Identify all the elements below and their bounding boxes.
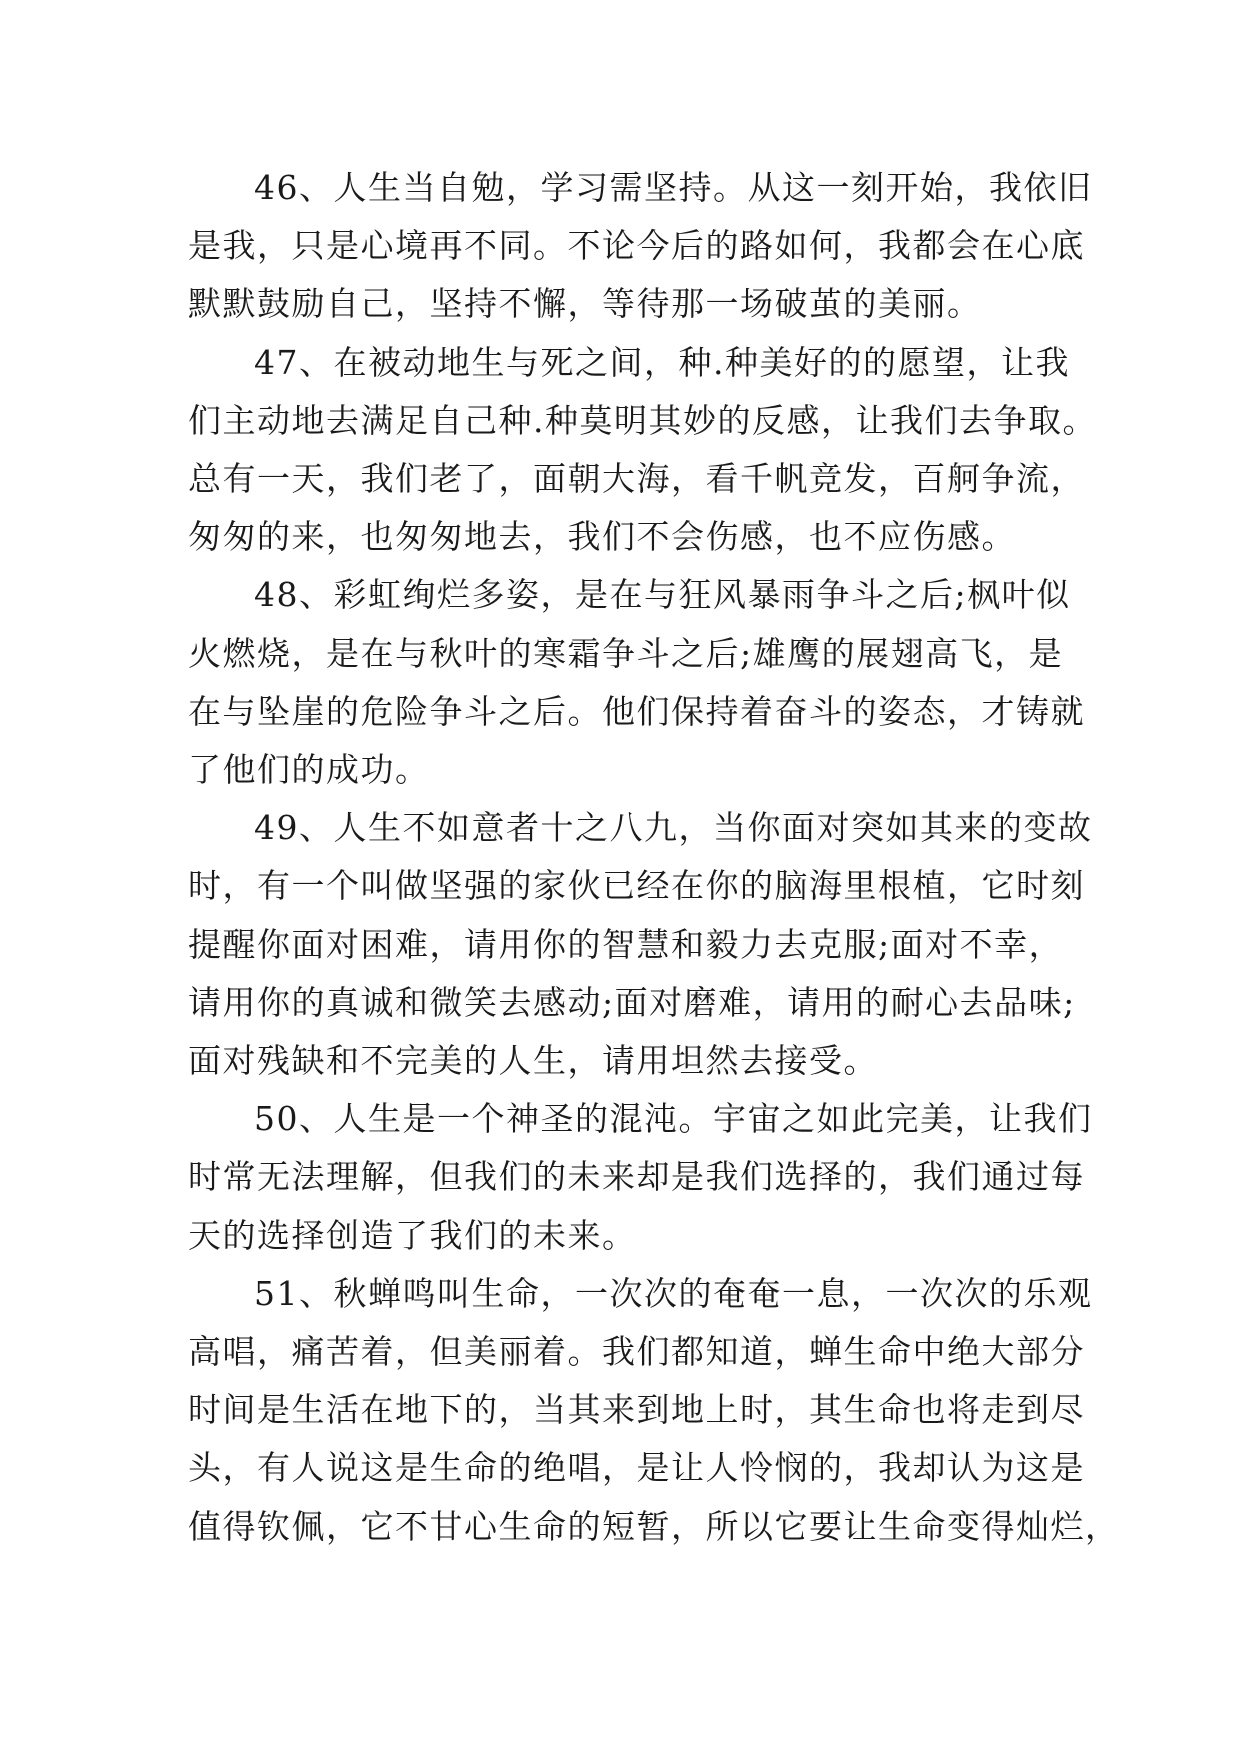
paragraph-line: 时间是生活在地下的，当其来到地上时，其生命也将走到尽 <box>188 1390 1085 1429</box>
paragraph-line: 面对残缺和不完美的人生，请用坦然去接受。 <box>188 1041 878 1080</box>
paragraph-line: 在与坠崖的危险争斗之后。他们保持着奋斗的姿态，才铸就 <box>188 692 1085 731</box>
paragraph-line: 46、人生当自勉，学习需坚持。从这一刻开始，我依旧 <box>254 168 1093 207</box>
paragraph-line: 是我，只是心境再不同。不论今后的路如何，我都会在心底 <box>188 226 1085 265</box>
paragraph-line: 匆匆的来，也匆匆地去，我们不会伤感，也不应伤感。 <box>188 517 1016 556</box>
paragraph-line: 48、彩虹绚烂多姿，是在与狂风暴雨争斗之后;枫叶似 <box>254 575 1071 614</box>
paragraph-line: 47、在被动地生与死之间，种.种美好的的愿望，让我 <box>254 343 1070 382</box>
paragraph-line: 们主动地去满足自己种.种莫明其妙的反感，让我们去争取。 <box>188 401 1097 440</box>
paragraph-line: 提醒你面对困难，请用你的智慧和毅力去克服;面对不幸， <box>188 925 1064 964</box>
paragraph-line: 49、人生不如意者十之八九，当你面对突如其来的变故 <box>254 808 1093 847</box>
paragraph-line: 高唱，痛苦着，但美丽着。我们都知道，蝉生命中绝大部分 <box>188 1332 1085 1371</box>
paragraph-line: 50、人生是一个神圣的混沌。宇宙之如此完美，让我们 <box>254 1099 1093 1138</box>
paragraph-line: 默默鼓励自己，坚持不懈，等待那一场破茧的美丽。 <box>188 284 982 323</box>
paragraph-line: 时，有一个叫做坚强的家伙已经在你的脑海里根植，它时刻 <box>188 866 1085 905</box>
paragraph-line: 头，有人说这是生命的绝唱，是让人怜悯的，我却认为这是 <box>188 1448 1085 1487</box>
paragraph-line: 天的选择创造了我们的未来。 <box>188 1216 637 1255</box>
paragraph-line: 总有一天，我们老了，面朝大海，看千帆竞发，百舸争流， <box>188 459 1085 498</box>
paragraph-line: 51、秋蝉鸣叫生命，一次次的奄奄一息，一次次的乐观 <box>254 1274 1093 1313</box>
paragraph-line: 火燃烧，是在与秋叶的寒霜争斗之后;雄鹰的展翅高飞，是 <box>188 634 1064 673</box>
paragraph-line: 值得钦佩，它不甘心生命的短暂，所以它要让生命变得灿烂， <box>188 1507 1120 1546</box>
paragraph-line: 了他们的成功。 <box>188 750 430 789</box>
paragraph-line: 请用你的真诚和微笑去感动;面对磨难，请用的耐心去品味; <box>188 983 1076 1022</box>
paragraph-line: 时常无法理解，但我们的未来却是我们选择的，我们通过每 <box>188 1157 1085 1196</box>
